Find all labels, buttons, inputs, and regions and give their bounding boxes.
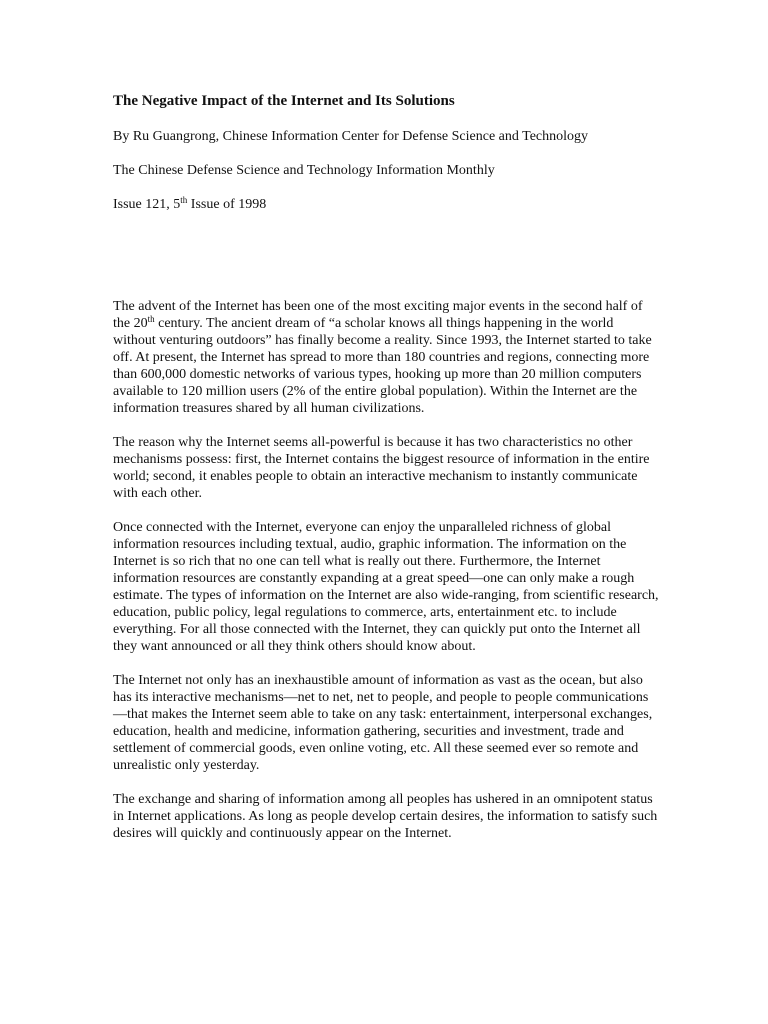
paragraph-3: Once connected with the Internet, everyone can enjoy the unparalleled richness of global information resources including textual, audio, graphic information. The information on the Internet is so rich that no one can tell what is really out there. Furthermore, the Internet information resources are constantly expanding at a great speed—one can only make a rough estimate. The types of information on the Internet are also wide-ranging, from scientific research, education, public policy, legal regulations to commerce, arts, entertainment etc. to include everything. For all those connected with the Internet, they can quickly put onto the Internet all they want announced or all they think others should know about. [113,520,659,654]
publication-name: The Chinese Defense Science and Technology Information Monthly [113,163,495,178]
issue-ordinal-suffix: th [180,195,188,205]
century-ordinal-suffix: th [147,314,155,324]
paragraph-1-end: century. The ancient dream of “a scholar knows all things happening in the world without venturing outdoors” has finally become a reality. Since 1993, the Internet started to take off. At present, the Internet has spread to more than 180 countries and regions, connecting more than 600,000 domestic networks of various types, hooking up more than 20 million computers available to 120 million users (2% of the entire global population). Within the Internet are the information treasures shared by all human civilizations. [113,316,652,416]
paragraph-5: The exchange and sharing of information among all peoples has ushered in an omnipotent status in Internet applications. As long as people develop certain desires, the information to satisfy such desires will quickly and continuously appear on the Internet. [113,792,658,841]
document-body [113,92,659,859]
blank-space [113,230,659,298]
paragraph-1-start: The advent of the Internet has been one of the most exciting major events in the second half of the 20 [113,299,643,331]
paragraph-2: The reason why the Internet seems all-powerful is because it has two characteristics no other mechanisms possess: first, the Internet contains the biggest resource of information in the entire world; second, it enables people to obtain an interactive mechanism to instantly communicate with each other. [113,435,650,501]
paragraph-4: The Internet not only has an inexhaustible amount of information as vast as the ocean, but also has its interactive mechanisms—net to net, net to people, and people to people communications—that makes the Internet seem able to take on any task: entertainment, interpersonal exchanges, education, health and medicine, information gathering, securities and investment, trade and settlement of commercial goods, even online voting, etc. All these seemed ever so remote and unrealistic only yesterday. [113,673,653,773]
article-title: The Negative Impact of the Internet and Its Solutions [113,93,455,109]
issue-line [113,196,659,213]
issue-prefix: Issue 121, 5 [113,197,181,212]
issue-suffix: Issue of 1998 [187,197,267,212]
byline: By Ru Guangrong, Chinese Information Center for Defense Science and Technology [113,129,589,144]
paragraph-1 [113,298,659,417]
